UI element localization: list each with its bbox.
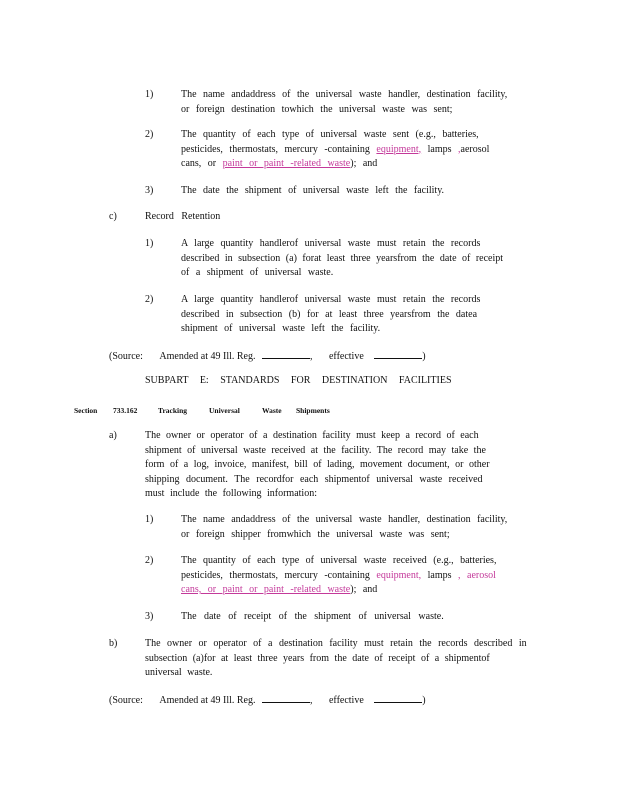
subpart-heading: SUBPART E: STANDARDS FOR DESTINATION FACILITIES [145, 375, 452, 386]
text-line: shipping document. The recordfor each shipmentof universal waste received [145, 473, 483, 485]
list-item [181, 293, 480, 337]
text-line: or foreign destination towhich the universal waste was sent; [181, 103, 453, 115]
text-line: of a shipment of universal waste. [181, 267, 334, 278]
section-heading [0, 404, 618, 416]
text-line: A large quantity handlerof universal waste must retain the records [181, 294, 481, 305]
text-line: The quantity of each type of universal waste sent (e.g., batteries, [181, 129, 479, 140]
text-line: The date of receipt of the shipment of universal waste. [181, 611, 444, 622]
inserted-text: , aerosol [458, 569, 496, 581]
subsection-letter: a) [109, 430, 117, 441]
source-note [109, 692, 426, 709]
list-item [181, 237, 503, 281]
section-number: 733.162 [113, 406, 138, 415]
item-number: 3) [145, 185, 154, 196]
section-title-word: Tracking [158, 406, 188, 415]
text-line [181, 143, 489, 158]
list-item [181, 128, 489, 172]
source-close: ) [422, 695, 426, 706]
text-line: The date the shipment of universal waste left the facility. [181, 185, 445, 196]
source-close: ) [422, 351, 426, 362]
item-number: 2) [145, 555, 154, 566]
text-line: form of a log, invoice, manifest, bill of lading, movement document, or other [145, 459, 490, 470]
source-effective: effective [328, 695, 364, 706]
blank-line [374, 348, 422, 359]
section-title-word: Universal [209, 406, 240, 415]
item-number: 2) [145, 129, 154, 140]
text-run: ); and [350, 158, 378, 169]
subsection-letter: c) [109, 211, 117, 222]
text-line: described in subsection (a) forat least three yearsfrom the date of receipt [181, 252, 504, 264]
blank-line [262, 348, 310, 359]
text-run: pesticides, thermostats, mercury -containing [181, 143, 370, 155]
text-line: subsection (a)for at least three years from the date of receipt of a shipmentof [145, 652, 490, 664]
text-line: The name andaddress of the universal waste handler, destination facility, [181, 89, 508, 100]
text-run: lamps [427, 143, 452, 155]
text-line: A large quantity handlerof universal waste must retain the records [181, 238, 481, 249]
inserted-text: , [458, 143, 461, 155]
text-line: shipment of universal waste left the facility. [181, 323, 381, 334]
inserted-text: cans, or paint or paint -related waste [181, 584, 351, 595]
paragraph [145, 429, 490, 502]
text-line [181, 583, 496, 598]
text-run: cans, or [181, 158, 217, 169]
source-effective: effective [328, 351, 364, 362]
item-number: 1) [145, 238, 154, 249]
text-line: The owner or operator of a destination facility must retain the records described in [145, 638, 527, 649]
source-amended: Amended at 49 Ill. Reg. [159, 351, 256, 362]
subsection-letter: b) [109, 638, 118, 649]
blank-line [262, 692, 310, 703]
list-item [181, 554, 496, 598]
item-number: 1) [145, 89, 154, 100]
text-line [181, 569, 496, 584]
source-comma: , [309, 695, 313, 706]
source-label: (Source: [109, 351, 143, 362]
list-item [181, 610, 444, 625]
source-note [109, 348, 426, 365]
source-label: (Source: [109, 695, 143, 706]
text-line: universal waste. [145, 667, 213, 678]
text-run: lamps [427, 569, 452, 581]
source-comma: , [309, 351, 313, 362]
inserted-text: paint or paint -related waste [222, 158, 351, 169]
text-line: shipment of universal waste received at the facility. The record may take the [145, 444, 486, 456]
inserted-text: equipment, [376, 143, 422, 155]
subsection-title: Record Retention [145, 211, 221, 222]
section-label: Section [74, 406, 98, 415]
blank-line [374, 692, 422, 703]
text-run: aerosol [460, 143, 490, 155]
inserted-text: equipment, [376, 569, 422, 581]
item-number: 3) [145, 611, 154, 622]
text-line: must include the following information: [145, 488, 317, 499]
source-amended: Amended at 49 Ill. Reg. [159, 695, 256, 706]
text-line: The owner or operator of a destination facility must keep a record of each [145, 430, 479, 441]
section-title-word: Waste [262, 406, 282, 415]
section-title-word: Shipments [296, 406, 330, 415]
text-line: The quantity of each type of universal waste received (e.g., batteries, [181, 555, 497, 566]
text-line: The name andaddress of the universal waste handler, destination facility, [181, 514, 508, 525]
list-item [181, 513, 507, 542]
text-line [181, 157, 489, 172]
text-run: pesticides, thermostats, mercury -containing [181, 569, 370, 581]
item-number: 1) [145, 514, 154, 525]
text-line: described in subsection (b) for at least three yearsfrom the datea [181, 308, 478, 320]
text-line: or foreign shipper fromwhich the universal waste was sent; [181, 528, 450, 540]
item-number: 2) [145, 294, 154, 305]
list-item [181, 184, 444, 199]
list-item [181, 88, 507, 117]
paragraph [145, 637, 527, 681]
text-run: ); and [350, 584, 378, 595]
